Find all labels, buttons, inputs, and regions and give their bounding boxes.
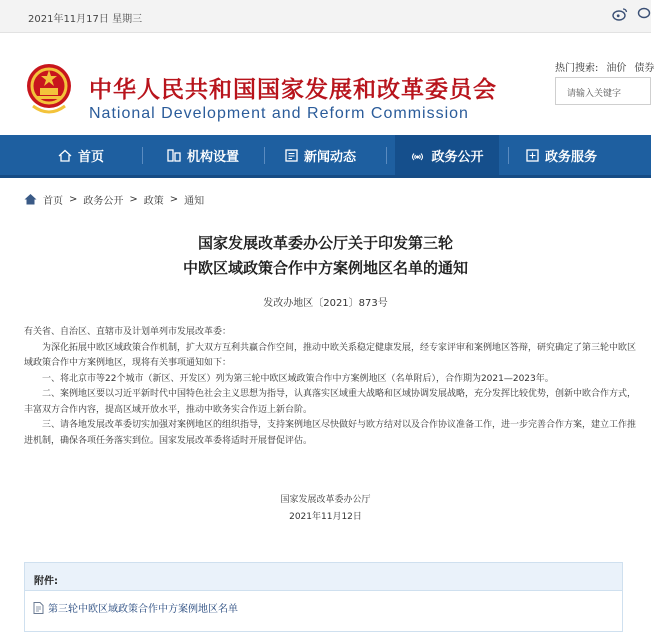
article-title: 国家发展改革委办公厅关于印发第三轮 [197, 234, 453, 252]
nav-item-organization[interactable] [167, 135, 249, 175]
breadcrumb-link[interactable]: 政策 [143, 195, 164, 207]
article-paragraph: 二、案例地区要以习近平新时代中国特色社会主义思想为指导，认真落实区域重大战略和区域协调发展战略，充分发挥比较优势，创新中欧合作方式，丰富双方合作内容，提高区域开放水平，推动中欧务实合作迈上新台阶。 [24, 389, 637, 415]
article-paragraph: 为深化拓展中欧区域政策合作机制，扩大双方互利共赢合作空间，推动中欧关系稳定健康发展，经专家评审和案例地区答辩，研究确定了第三轮中欧区域政策合作中方案例地区，现将有关事项通知如下： [24, 342, 637, 368]
home-icon [24, 193, 37, 205]
nav-item-services[interactable] [526, 135, 606, 175]
nav-divider [142, 147, 143, 164]
attachment-header: 附件: [25, 563, 622, 591]
breadcrumb-separator: > [169, 193, 179, 205]
attachment-box [24, 562, 623, 632]
breadcrumb-current[interactable]: 通知 [184, 195, 205, 207]
national-emblem-icon[interactable] [25, 62, 73, 114]
nav-item-label: 政务服务 [545, 149, 598, 165]
search-input[interactable]: 请输入关键字 [555, 77, 651, 105]
site-title-chinese[interactable]: 中华人民共和国国家发展和改革委员会 [89, 77, 497, 103]
hot-search-label: 热门搜索: [555, 63, 599, 74]
site-title-english: National Development and Reform Commission [89, 105, 469, 122]
broadcast-icon [410, 149, 425, 162]
nav-item-home[interactable] [58, 135, 114, 175]
issuer-signature: 国家发展改革委办公厅 [280, 495, 371, 505]
nav-item-label: 首页 [78, 149, 105, 165]
article-paragraph: 一、将北京市等22个城市（新区、开发区）列为第三轮中欧区域政策合作中方案例地区（名单附后），合作期为2021—2023年。 [42, 373, 554, 384]
nav-item-label: 机构设置 [187, 149, 240, 165]
hot-search-link[interactable]: 油价 [606, 63, 627, 74]
article-paragraph: 有关省、自治区、直辖市及计划单列市发展改革委： [24, 327, 232, 337]
article-paragraph: 三、请各地发展改革委切实加强对案例地区的组织指导，支持案例地区尽快做好与欧方结对以及合作协议准备工作，进一步完善合作方案，建立工作推进机制，确保各项任务落实到位。国家发展改革委将适时开展督促评估。 [24, 420, 637, 446]
nav-item-news[interactable] [285, 135, 367, 175]
breadcrumb [24, 191, 204, 207]
site-header [0, 34, 655, 134]
service-icon [526, 149, 539, 162]
news-icon [285, 149, 298, 162]
top-bar [0, 0, 651, 33]
nav-item-gov-affairs[interactable] [395, 135, 499, 175]
attachment-filename: 第三轮中欧区域政策合作中方案例地区名单 [48, 604, 238, 615]
document-icon [33, 602, 44, 614]
hot-search [555, 59, 662, 74]
wechat-icon[interactable] [638, 7, 652, 25]
nav-divider [508, 147, 509, 164]
nav-divider [264, 147, 265, 164]
nav-item-label: 新闻动态 [304, 149, 357, 165]
current-date: 2021年11月17日 星期三 [28, 14, 143, 25]
breadcrumb-separator: > [129, 193, 138, 205]
article-title: 中欧区域政策合作中方案例地区名单的通知 [182, 259, 468, 277]
org-icon [167, 149, 181, 162]
breadcrumb-link[interactable]: 政务公开 [83, 195, 124, 207]
document-number: 发改办地区〔2021〕873号 [263, 298, 388, 309]
main-nav [0, 135, 651, 178]
weibo-icon[interactable] [612, 7, 628, 25]
nav-divider [386, 147, 387, 164]
home-icon [58, 149, 72, 162]
breadcrumb-separator: > [69, 193, 78, 205]
hot-search-link[interactable]: 债券 [634, 63, 655, 74]
issue-date: 2021年11月12日 [289, 512, 362, 522]
article-body [24, 325, 636, 449]
attachment-link[interactable] [25, 591, 622, 615]
breadcrumb-link[interactable]: 首页 [43, 195, 63, 207]
nav-item-label: 政务公开 [431, 149, 484, 165]
